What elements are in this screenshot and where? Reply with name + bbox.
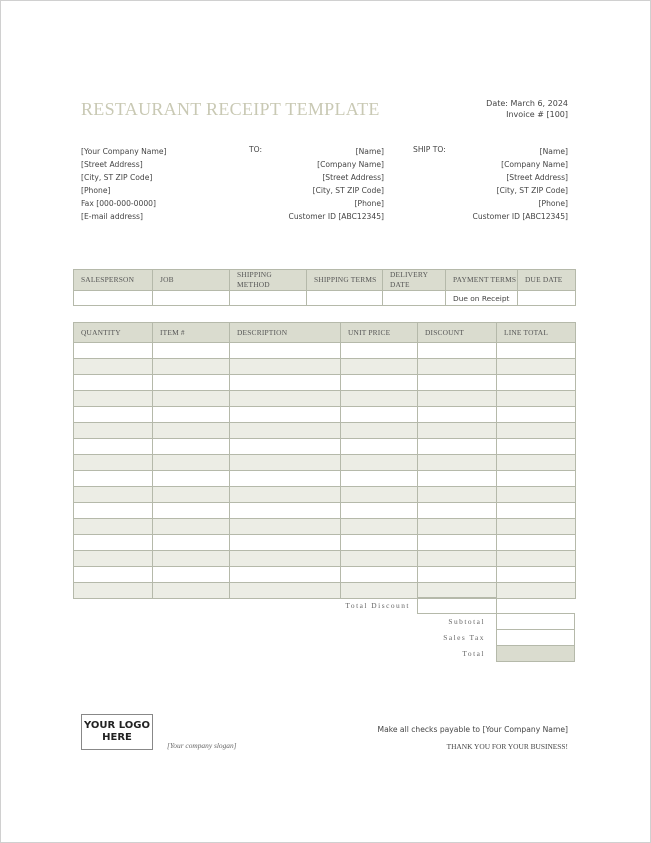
cell-due-date[interactable] — [518, 291, 576, 306]
cell-line-total[interactable] — [497, 503, 576, 519]
total-discount-label: Total Discount — [345, 601, 410, 610]
cell-unit-price[interactable] — [341, 567, 418, 583]
cell-discount[interactable] — [418, 359, 497, 375]
cell-unit-price[interactable] — [341, 439, 418, 455]
invoice-date: Date: March 6, 2024 — [486, 99, 568, 108]
cell-discount[interactable] — [418, 487, 497, 503]
cell-description[interactable] — [230, 551, 341, 567]
ship-to-phone: [Phone] — [538, 199, 568, 208]
cell-item-number[interactable] — [153, 567, 230, 583]
cell-item-number[interactable] — [153, 455, 230, 471]
cell-description[interactable] — [230, 535, 341, 551]
invoice-number: Invoice # [100] — [506, 110, 568, 119]
cell-quantity[interactable] — [74, 407, 153, 423]
company-email: [E-mail address] — [81, 212, 143, 221]
cell-item-number[interactable] — [153, 471, 230, 487]
header-item-number: ITEM # — [153, 323, 230, 343]
cell-discount[interactable] — [418, 535, 497, 551]
cell-item-number[interactable] — [153, 503, 230, 519]
cell-quantity[interactable] — [74, 503, 153, 519]
cell-shipping-terms[interactable] — [307, 291, 383, 306]
cell-discount[interactable] — [418, 375, 497, 391]
table-row — [74, 519, 576, 535]
cell-quantity[interactable] — [74, 455, 153, 471]
cell-line-total[interactable] — [497, 471, 576, 487]
header-job: JOB — [153, 270, 230, 291]
cell-quantity[interactable] — [74, 535, 153, 551]
cell-description[interactable] — [230, 487, 341, 503]
cell-unit-price[interactable] — [341, 503, 418, 519]
cell-description[interactable] — [230, 423, 341, 439]
cell-discount[interactable] — [418, 567, 497, 583]
header-shipping-method: SHIPPING METHOD — [230, 270, 307, 291]
ship-to-company: [Company Name] — [501, 160, 568, 169]
table-row — [74, 471, 576, 487]
ship-to-city: [City, ST ZIP Code] — [496, 186, 568, 195]
cell-item-number[interactable] — [153, 423, 230, 439]
cell-quantity[interactable] — [74, 567, 153, 583]
table-row — [74, 407, 576, 423]
cell-quantity[interactable] — [74, 551, 153, 567]
logo-line1: YOUR LOGO — [84, 720, 150, 731]
cell-description[interactable] — [230, 391, 341, 407]
cell-line-total[interactable] — [497, 343, 576, 359]
cell-item-number[interactable] — [153, 439, 230, 455]
cell-line-total[interactable] — [497, 375, 576, 391]
cell-discount[interactable] — [418, 503, 497, 519]
cell-discount[interactable] — [418, 551, 497, 567]
cell-quantity[interactable] — [74, 391, 153, 407]
cell-description[interactable] — [230, 375, 341, 391]
cell-discount[interactable] — [418, 439, 497, 455]
ship-to-customer-id: Customer ID [ABC12345] — [472, 212, 568, 221]
to-street: [Street Address] — [322, 173, 384, 182]
sales-tax-label: Sales Tax — [443, 633, 485, 642]
header-unit-price: UNIT PRICE — [341, 323, 418, 343]
cell-quantity[interactable] — [74, 583, 153, 599]
company-street: [Street Address] — [81, 160, 143, 169]
cell-discount[interactable] — [418, 455, 497, 471]
table-row — [74, 423, 576, 439]
cell-unit-price[interactable] — [341, 455, 418, 471]
table-row — [74, 503, 576, 519]
company-address-block — [81, 145, 167, 223]
cell-line-total[interactable] — [497, 487, 576, 503]
cell-description[interactable] — [230, 567, 341, 583]
cell-unit-price[interactable] — [341, 423, 418, 439]
cell-item-number[interactable] — [153, 487, 230, 503]
cell-quantity[interactable] — [74, 375, 153, 391]
cell-line-total[interactable] — [497, 439, 576, 455]
cell-description[interactable] — [230, 359, 341, 375]
cell-description[interactable] — [230, 439, 341, 455]
header-salesperson: SALESPERSON — [74, 270, 153, 291]
cell-discount[interactable] — [418, 391, 497, 407]
cell-discount[interactable] — [418, 407, 497, 423]
header-due-date: DUE DATE — [518, 270, 576, 291]
cell-job[interactable] — [153, 291, 230, 306]
total-discount-value[interactable] — [417, 597, 497, 614]
to-address-block — [289, 145, 384, 223]
to-name: [Name] — [355, 147, 384, 156]
cell-discount[interactable] — [418, 471, 497, 487]
cell-unit-price[interactable] — [341, 583, 418, 599]
cell-delivery-date[interactable] — [383, 291, 446, 306]
cell-quantity[interactable] — [74, 423, 153, 439]
cell-item-number[interactable] — [153, 519, 230, 535]
ship-to-name: [Name] — [539, 147, 568, 156]
company-phone: [Phone] — [81, 186, 111, 195]
cell-discount[interactable] — [418, 519, 497, 535]
header-payment-terms: PAYMENT TERMS — [446, 270, 518, 291]
cell-item-number[interactable] — [153, 407, 230, 423]
cell-line-total[interactable] — [497, 551, 576, 567]
header-description: DESCRIPTION — [230, 323, 341, 343]
company-city: [City, ST ZIP Code] — [81, 173, 153, 182]
cell-unit-price[interactable] — [341, 535, 418, 551]
cell-line-total[interactable] — [497, 423, 576, 439]
cell-description[interactable] — [230, 343, 341, 359]
checks-payable-note: Make all checks payable to [Your Company Name] — [377, 725, 568, 734]
header-delivery-date: DELIVERY DATE — [383, 270, 446, 291]
cell-item-number[interactable] — [153, 535, 230, 551]
cell-item-number[interactable] — [153, 359, 230, 375]
company-name: [Your Company Name] — [81, 147, 167, 156]
cell-unit-price[interactable] — [341, 519, 418, 535]
to-customer-id: Customer ID [ABC12345] — [288, 212, 384, 221]
company-fax: Fax [000-000-0000] — [81, 199, 156, 208]
table-row — [74, 583, 576, 599]
cell-item-number[interactable] — [153, 551, 230, 567]
to-city: [City, ST ZIP Code] — [312, 186, 384, 195]
cell-description[interactable] — [230, 471, 341, 487]
cell-description[interactable] — [230, 519, 341, 535]
cell-line-total[interactable] — [497, 455, 576, 471]
cell-quantity[interactable] — [74, 439, 153, 455]
to-label: TO: — [249, 145, 263, 154]
cell-unit-price[interactable] — [341, 375, 418, 391]
line-items-table — [73, 322, 576, 599]
sales-tax-value[interactable] — [496, 629, 575, 646]
cell-quantity[interactable] — [74, 343, 153, 359]
cell-line-total[interactable] — [497, 519, 576, 535]
logo-line2: HERE — [102, 732, 132, 743]
cell-quantity[interactable] — [74, 519, 153, 535]
to-phone: [Phone] — [354, 199, 384, 208]
cell-unit-price[interactable] — [341, 471, 418, 487]
cell-line-total[interactable] — [497, 535, 576, 551]
cell-line-total[interactable] — [497, 407, 576, 423]
ship-to-street: [Street Address] — [506, 173, 568, 182]
cell-line-total[interactable] — [497, 583, 576, 599]
line-items-body — [74, 343, 576, 599]
total-value[interactable] — [496, 645, 575, 662]
table-row — [74, 343, 576, 359]
table-row — [74, 487, 576, 503]
header-discount: DISCOUNT — [418, 323, 497, 343]
table-row — [74, 455, 576, 471]
cell-item-number[interactable] — [153, 343, 230, 359]
cell-salesperson[interactable] — [74, 291, 153, 306]
cell-line-total[interactable] — [497, 567, 576, 583]
to-company: [Company Name] — [317, 160, 384, 169]
page-title: RESTAURANT RECEIPT TEMPLATE — [81, 99, 380, 119]
ship-to-address-block — [473, 145, 568, 223]
cell-description[interactable] — [230, 583, 341, 599]
cell-line-total[interactable] — [497, 391, 576, 407]
cell-quantity[interactable] — [74, 487, 153, 503]
cell-item-number[interactable] — [153, 583, 230, 599]
cell-item-number[interactable] — [153, 391, 230, 407]
cell-item-number[interactable] — [153, 375, 230, 391]
cell-unit-price[interactable] — [341, 551, 418, 567]
cell-description[interactable] — [230, 407, 341, 423]
table-row — [74, 535, 576, 551]
cell-description[interactable] — [230, 455, 341, 471]
cell-description[interactable] — [230, 503, 341, 519]
cell-quantity[interactable] — [74, 471, 153, 487]
table-row — [74, 551, 576, 567]
table-row — [74, 567, 576, 583]
header-line-total: LINE TOTAL — [497, 323, 576, 343]
header-quantity: QUANTITY — [74, 323, 153, 343]
table-row — [74, 439, 576, 455]
cell-unit-price[interactable] — [341, 407, 418, 423]
table-row — [74, 391, 576, 407]
cell-payment-terms[interactable]: Due on Receipt — [446, 291, 518, 306]
cell-unit-price[interactable] — [341, 343, 418, 359]
cell-discount[interactable] — [418, 423, 497, 439]
cell-shipping-method[interactable] — [230, 291, 307, 306]
header-shipping-terms: SHIPPING TERMS — [307, 270, 383, 291]
cell-unit-price[interactable] — [341, 359, 418, 375]
cell-quantity[interactable] — [74, 359, 153, 375]
thank-you-note: THANK YOU FOR YOUR BUSINESS! — [446, 742, 568, 751]
cell-unit-price[interactable] — [341, 391, 418, 407]
total-label: Total — [462, 649, 485, 658]
cell-unit-price[interactable] — [341, 487, 418, 503]
table-row — [74, 359, 576, 375]
subtotal-label: Subtotal — [448, 617, 485, 626]
logo-placeholder — [81, 714, 153, 750]
order-info-table — [73, 269, 576, 306]
cell-discount[interactable] — [418, 343, 497, 359]
table-row — [74, 375, 576, 391]
cell-line-total[interactable] — [497, 359, 576, 375]
subtotal-value[interactable] — [496, 613, 575, 630]
ship-to-label: SHIP TO: — [413, 145, 446, 154]
company-slogan: [Your company slogan] — [167, 741, 237, 750]
